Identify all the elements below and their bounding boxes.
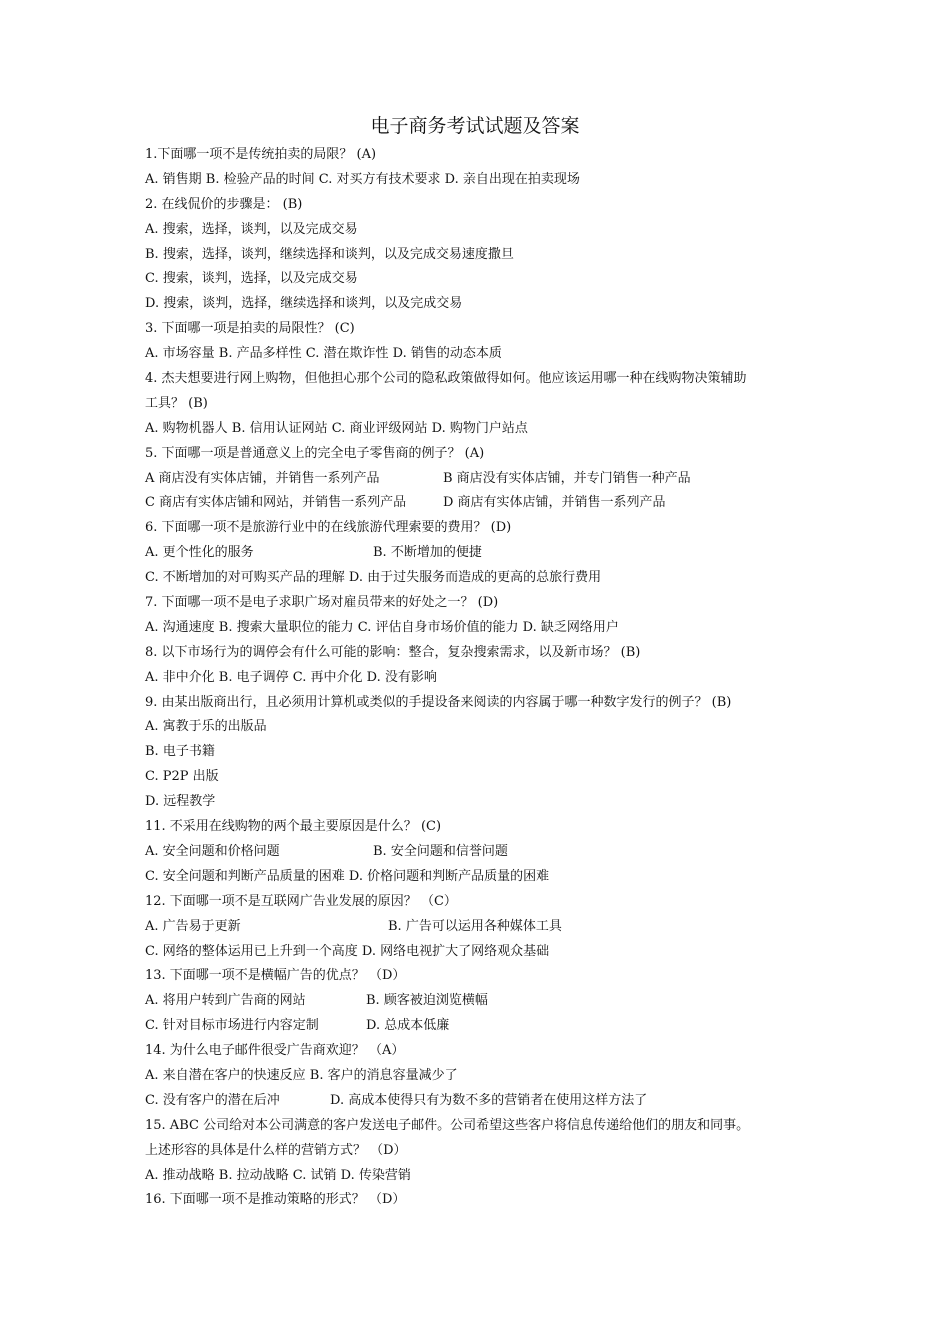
line-text: C. 搜索，谈判，选择，以及完成交易	[145, 271, 358, 287]
option-line	[145, 292, 817, 317]
question-line	[145, 641, 817, 666]
question-line	[145, 890, 817, 915]
question-line	[145, 1188, 817, 1213]
line-text: A. 广告易于更新	[145, 918, 241, 934]
option-line	[145, 940, 817, 965]
line-text: 9. 由某出版商出行，且必须用计算机或类似的手提设备来阅读的内容属于哪一种数字发行的例子？ (B)	[145, 694, 732, 710]
option-line	[145, 740, 817, 765]
question-line	[145, 591, 817, 616]
option-line	[145, 218, 817, 243]
line-text: A. 销售期 B. 检验产品的时间 C. 对买方有技术要求 D. 亲自出现在拍卖现场	[145, 171, 580, 187]
question-line	[145, 392, 817, 417]
option-line	[145, 989, 817, 1014]
option-line	[145, 342, 817, 367]
question-line	[145, 1139, 817, 1164]
line-text: 上述形容的具体是什么样的营销方式？ （D）	[145, 1142, 407, 1158]
line-text: D 商店有实体店铺，并销售一系列产品	[443, 495, 666, 511]
line-text: C. 安全问题和判断产品质量的困难 D. 价格问题和判断产品质量的困难	[145, 868, 550, 884]
line-text: 5. 下面哪一项是普通意义上的完全电子零售商的例子？ (A)	[145, 445, 485, 461]
line-text: 3. 下面哪一项是拍卖的局限性？ (C)	[145, 321, 355, 337]
option-line	[145, 715, 817, 740]
line-text: D. 远程教学	[145, 794, 216, 810]
option-line	[145, 168, 817, 193]
line-text: 2. 在线侃价的步骤是： (B)	[145, 196, 303, 212]
option-line	[145, 865, 817, 890]
question-line	[145, 815, 817, 840]
option-line	[145, 1014, 817, 1039]
line-text: D. 总成本低廉	[366, 1018, 450, 1034]
line-text: C 商店有实体店铺和网站，并销售一系列产品	[145, 495, 407, 511]
line-text: 4. 杰夫想要进行网上购物，但他担心那个公司的隐私政策做得如何。他应该运用哪一种在线购物决策辅助	[145, 371, 747, 387]
line-text: A 商店没有实体店铺，并销售一系列产品	[145, 470, 380, 486]
line-text: A. 市场容量 B. 产品多样性 C. 潜在欺诈性 D. 销售的动态本质	[145, 346, 502, 362]
line-text: B 商店没有实体店铺，并专门销售一种产品	[443, 470, 691, 486]
question-line	[145, 442, 817, 467]
option-line	[145, 541, 817, 566]
option-line	[145, 840, 817, 865]
question-line	[145, 1114, 817, 1139]
question-line	[145, 317, 817, 342]
option-line	[145, 666, 817, 691]
option-line	[145, 1164, 817, 1189]
line-text: A. 将用户转到广告商的网站	[145, 993, 306, 1009]
option-line	[145, 417, 817, 442]
line-text: B. 安全问题和信誉问题	[373, 843, 508, 859]
line-text: 工具？ (B)	[145, 395, 208, 411]
option-line	[145, 790, 817, 815]
line-text: B. 电子书籍	[145, 744, 215, 760]
question-line	[145, 143, 817, 168]
line-text: 14. 为什么电子邮件很受广告商欢迎？ （A）	[145, 1043, 405, 1059]
line-text: A. 非中介化 B. 电子调停 C. 再中介化 D. 没有影响	[145, 669, 437, 685]
page-title: 电子商务考试试题及答案	[370, 115, 580, 137]
option-line	[145, 467, 817, 492]
line-text: 15. ABC 公司给对本公司满意的客户发送电子邮件。公司希望这些客户将信息传递给他们的朋友和同事。	[145, 1117, 750, 1133]
line-text: A. 购物机器人 B. 信用认证网站 C. 商业评级网站 D. 购物门户站点	[145, 420, 528, 436]
line-text: B. 不断增加的便捷	[373, 545, 482, 561]
line-text: 12. 下面哪一项不是互联网广告业发展的原因？ （C）	[145, 893, 457, 909]
option-line	[145, 915, 817, 940]
option-line	[145, 491, 817, 516]
line-text: B. 搜索，选择，谈判，继续选择和谈判，以及完成交易速度撒旦	[145, 246, 514, 262]
question-line	[145, 367, 817, 392]
line-text: A. 搜索，选择，谈判，以及完成交易	[145, 221, 358, 237]
line-text: A. 安全问题和价格问题	[145, 843, 280, 859]
option-line	[145, 1089, 817, 1114]
line-text: A. 寓教于乐的出版品	[145, 719, 267, 735]
line-text: C. P2P 出版	[145, 769, 219, 785]
line-text: 6. 下面哪一项不是旅游行业中的在线旅游代理索要的费用？ (D)	[145, 520, 512, 536]
option-line	[145, 243, 817, 268]
option-line	[145, 765, 817, 790]
line-text: A. 推动战略 B. 拉动战略 C. 试销 D. 传染营销	[145, 1167, 411, 1183]
line-text: 11. 不采用在线购物的两个最主要原因是什么？ (C)	[145, 819, 442, 835]
line-text: 16. 下面哪一项不是推动策略的形式？ （D）	[145, 1192, 406, 1208]
line-text: 8. 以下市场行为的调停会有什么可能的影响：整合，复杂搜索需求，以及新市场？ (B)	[145, 644, 641, 660]
line-text: C. 没有客户的潜在后冲	[145, 1092, 280, 1108]
line-text: D. 高成本使得只有为数不多的营销者在使用这样方法了	[330, 1092, 648, 1108]
line-text: A. 更个性化的服务	[145, 545, 254, 561]
question-line	[145, 1039, 817, 1064]
line-text: D. 搜索，谈判，选择，继续选择和谈判，以及完成交易	[145, 296, 463, 312]
question-line	[145, 193, 817, 218]
question-list	[145, 143, 817, 1213]
line-text: 7. 下面哪一项不是电子求职广场对雇员带来的好处之一？ (D)	[145, 595, 499, 611]
question-line	[145, 964, 817, 989]
line-text: A. 来自潜在客户的快速反应 B. 客户的消息容量减少了	[145, 1067, 458, 1083]
line-text: B. 顾客被迫浏览横幅	[366, 993, 488, 1009]
question-line	[145, 691, 817, 716]
line-text: C. 针对目标市场进行内容定制	[145, 1018, 319, 1034]
option-line	[145, 616, 817, 641]
line-text: B. 广告可以运用各种媒体工具	[388, 918, 562, 934]
option-line	[145, 1064, 817, 1089]
line-text: C. 网络的整体运用已上升到一个高度 D. 网络电视扩大了网络观众基础	[145, 943, 550, 959]
option-line	[145, 267, 817, 292]
line-text: A. 沟通速度 B. 搜索大量职位的能力 C. 评估自身市场价值的能力 D. 缺乏网络用户	[145, 619, 619, 635]
line-text: 13. 下面哪一项不是横幅广告的优点？ （D）	[145, 968, 406, 984]
option-line	[145, 566, 817, 591]
line-text: 1.下面哪一项不是传统拍卖的局限？ (A)	[145, 147, 377, 162]
line-text: C. 不断增加的对可购买产品的理解 D. 由于过失服务而造成的更高的总旅行费用	[145, 570, 602, 586]
question-line	[145, 516, 817, 541]
